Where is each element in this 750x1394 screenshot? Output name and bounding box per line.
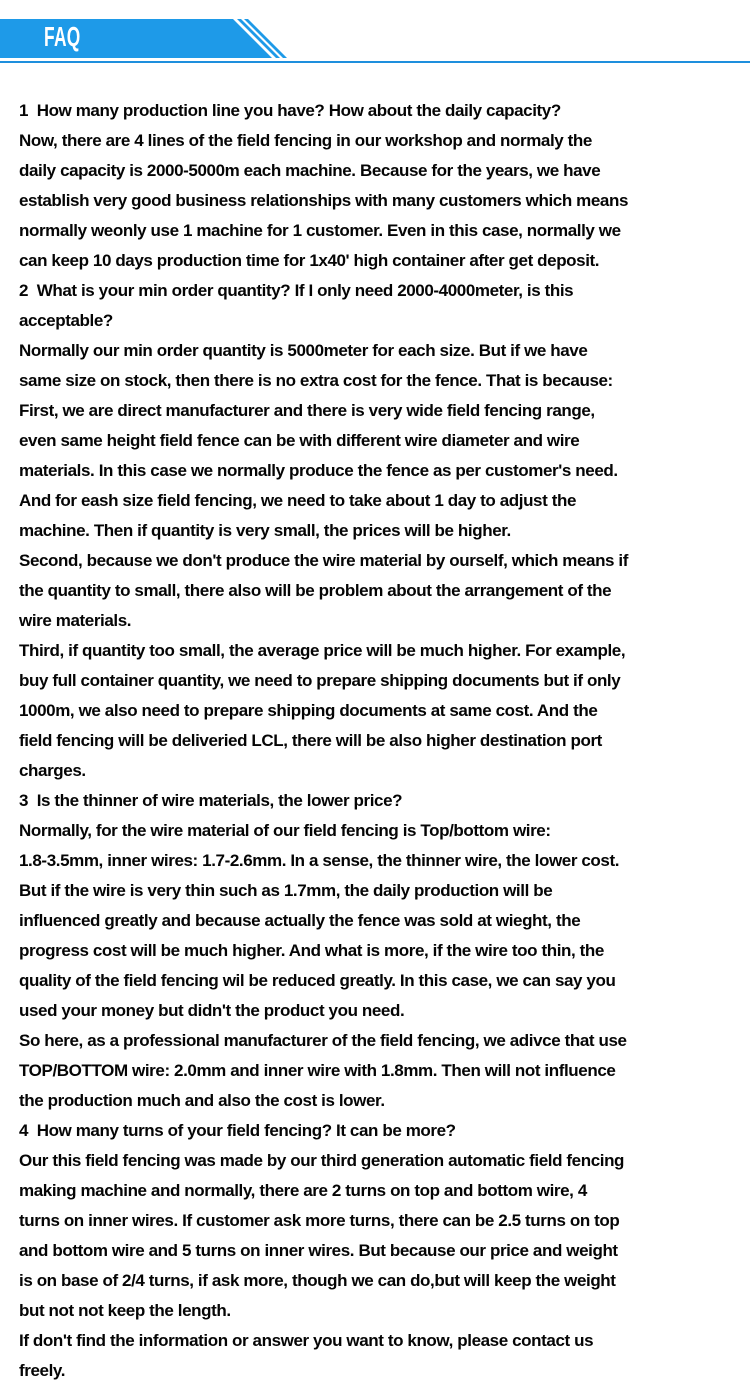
faq-header	[0, 0, 750, 63]
faq-line: Second, because we don't produce the wire material by ourself, which means if	[19, 551, 629, 570]
faq-line: Third, if quantity too small, the average price will be much higher. For example,	[19, 641, 626, 660]
faq-title: FAQ	[44, 21, 81, 52]
faq-line: field fencing will be deliveried LCL, there will be also higher destination port	[19, 731, 602, 750]
faq-line: is on base of 2/4 turns, if ask more, though we can do,but will keep the weight	[19, 1271, 616, 1290]
faq-line: establish very good business relationships with many customers which means	[19, 191, 629, 210]
faq-line: progress cost will be much higher. And what is more, if the wire too thin, the	[19, 941, 604, 960]
faq-line: First, we are direct manufacturer and there is very wide field fencing range,	[19, 401, 595, 420]
faq-line: And for eash size field fencing, we need to take about 1 day to adjust the	[19, 491, 577, 510]
header-divider-line	[0, 61, 750, 63]
faq-line: but not not keep the length.	[19, 1301, 231, 1320]
faq-line: acceptable?	[19, 311, 113, 330]
banner-main-shape	[0, 19, 272, 58]
faq-line: buy full container quantity, we need to prepare shipping documents but if only	[19, 671, 621, 690]
faq-line: Normally our min order quantity is 5000meter for each size. But if we have	[19, 341, 588, 360]
faq-line: Normally, for the wire material of our field fencing is Top/bottom wire:	[19, 821, 551, 840]
faq-line: and bottom wire and 5 turns on inner wires. But because our price and weight	[19, 1241, 618, 1260]
faq-line: daily capacity is 2000-5000m each machine. Because for the years, we have	[19, 161, 601, 180]
faq-line: materials. In this case we normally produce the fence as per customer's need.	[19, 461, 618, 480]
faq-line: 4 How many turns of your field fencing? It can be more?	[19, 1121, 456, 1140]
faq-line: 1 How many production line you have? How about the daily capacity?	[19, 101, 561, 120]
faq-line: influenced greatly and because actually the fence was sold at wieght, the	[19, 911, 581, 930]
faq-line: If don't find the information or answer you want to know, please contact us	[19, 1331, 594, 1350]
faq-line: Now, there are 4 lines of the field fencing in our workshop and normaly the	[19, 131, 592, 150]
faq-line: Our this field fencing was made by our third generation automatic field fencing	[19, 1151, 625, 1170]
faq-line: the production much and also the cost is lower.	[19, 1091, 385, 1110]
faq-content	[0, 63, 750, 1386]
faq-line: machine. Then if quantity is very small, the prices will be higher.	[19, 521, 511, 540]
faq-line: freely.	[19, 1361, 66, 1380]
faq-line: the quantity to small, there also will be problem about the arrangement of the	[19, 581, 612, 600]
faq-line: used your money but didn't the product you need.	[19, 1001, 405, 1020]
faq-line: 1000m, we also need to prepare shipping documents at same cost. And the	[19, 701, 598, 720]
faq-line: same size on stock, then there is no extra cost for the fence. That is because:	[19, 371, 613, 390]
faq-line: even same height field fence can be with different wire diameter and wire	[19, 431, 580, 450]
faq-line: So here, as a professional manufacturer of the field fencing, we adivce that use	[19, 1031, 627, 1050]
faq-line: making machine and normally, there are 2 turns on top and bottom wire, 4	[19, 1181, 587, 1200]
faq-line: quality of the field fencing wil be reduced greatly. In this case, we can say you	[19, 971, 616, 990]
faq-line: charges.	[19, 761, 86, 780]
faq-line: wire materials.	[19, 611, 132, 630]
faq-line: TOP/BOTTOM wire: 2.0mm and inner wire with 1.8mm. Then will not influence	[19, 1061, 616, 1080]
faq-line: 1.8-3.5mm, inner wires: 1.7-2.6mm. In a sense, the thinner wire, the lower cost.	[19, 851, 620, 870]
faq-line: 2 What is your min order quantity? If I only need 2000-4000meter, is this	[19, 281, 574, 300]
faq-line: can keep 10 days production time for 1x40' high container after get deposit.	[19, 251, 600, 270]
faq-line: normally weonly use 1 machine for 1 customer. Even in this case, normally we	[19, 221, 621, 240]
faq-line: 3 Is the thinner of wire materials, the lower price?	[19, 791, 403, 810]
faq-line: But if the wire is very thin such as 1.7mm, the daily production will be	[19, 881, 553, 900]
faq-line: turns on inner wires. If customer ask more turns, there can be 2.5 turns on top	[19, 1211, 620, 1230]
